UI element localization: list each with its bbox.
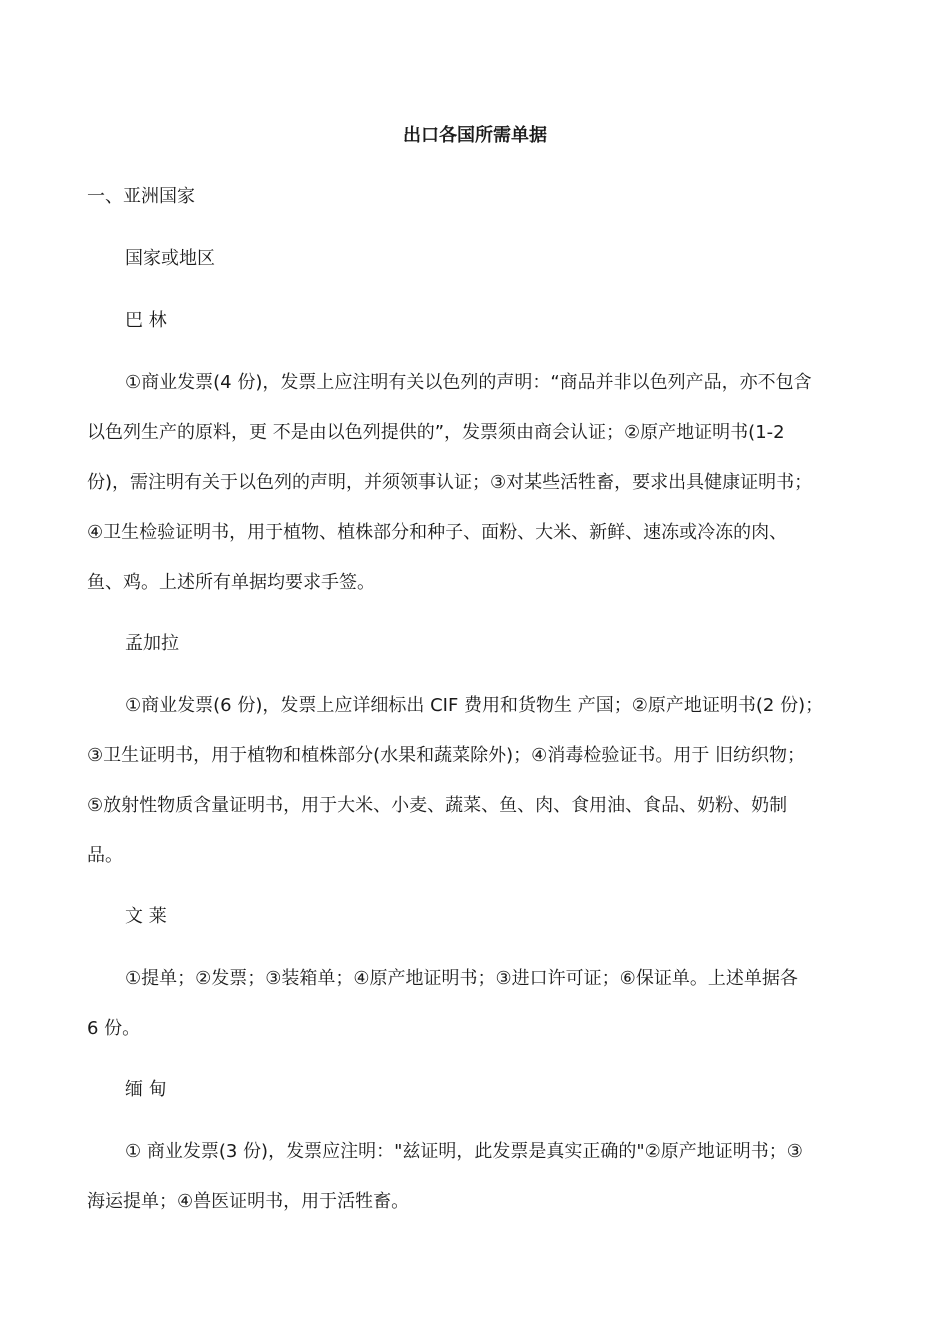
section-heading: 一、亚洲国家 [87,186,195,207]
country-name-bahrain: 巴 林 [125,310,167,331]
paragraph-line: 6 份。 [87,1018,141,1039]
paragraph-line: ③卫生证明书，用于植物和植株部分(水果和蔬菜除外)；④消毒检验证书。用于 旧纺织物； [87,745,806,766]
paragraph-line: ①商业发票(4 份)，发票上应注明有关以色列的声明：“商品并非以色列产品，亦不包含 [125,372,812,393]
paragraph-line: ⑤放射性物质含量证明书，用于大米、小麦、蔬菜、鱼、肉、食用油、食品、奶粉、奶制 [87,795,788,816]
paragraph-line: ①提单；②发票；③装箱单；④原产地证明书；③进口许可证；⑥保证单。上述单据各 [125,968,798,989]
paragraph-line: 鱼、鸡。上述所有单据均要求手签。 [87,572,375,593]
paragraph-line: 以色列生产的原料，更 不是由以色列提供的”，发票须由商会认证；②原产地证明书(1-2 [87,422,785,443]
country-name-brunei: 文 莱 [125,906,167,927]
paragraph-line: 份)，需注明有关于以色列的声明，并须领事认证；③对某些活牲畜，要求出具健康证明书； [87,472,813,493]
paragraph-line: ① 商业发票(3 份)，发票应注明："兹证明，此发票是真实正确的"②原产地证明书；③ [125,1141,803,1162]
column-label: 国家或地区 [125,248,215,269]
paragraph-line: 品。 [87,845,123,866]
paragraph-line: ①商业发票(6 份)，发票上应详细标出 CIF 费用和货物生 产国；②原产地证明书(2 份)； [125,695,824,716]
paragraph-line: ④卫生检验证明书，用于植物、植株部分和种子、面粉、大米、新鲜、速冻或冷冻的肉、 [87,522,788,543]
country-name-bangladesh: 孟加拉 [125,633,179,654]
country-name-myanmar: 缅 甸 [125,1079,167,1100]
document-title: 出口各国所需单据 [403,125,547,146]
paragraph-line: 海运提单；④兽医证明书，用于活牲畜。 [87,1191,410,1212]
